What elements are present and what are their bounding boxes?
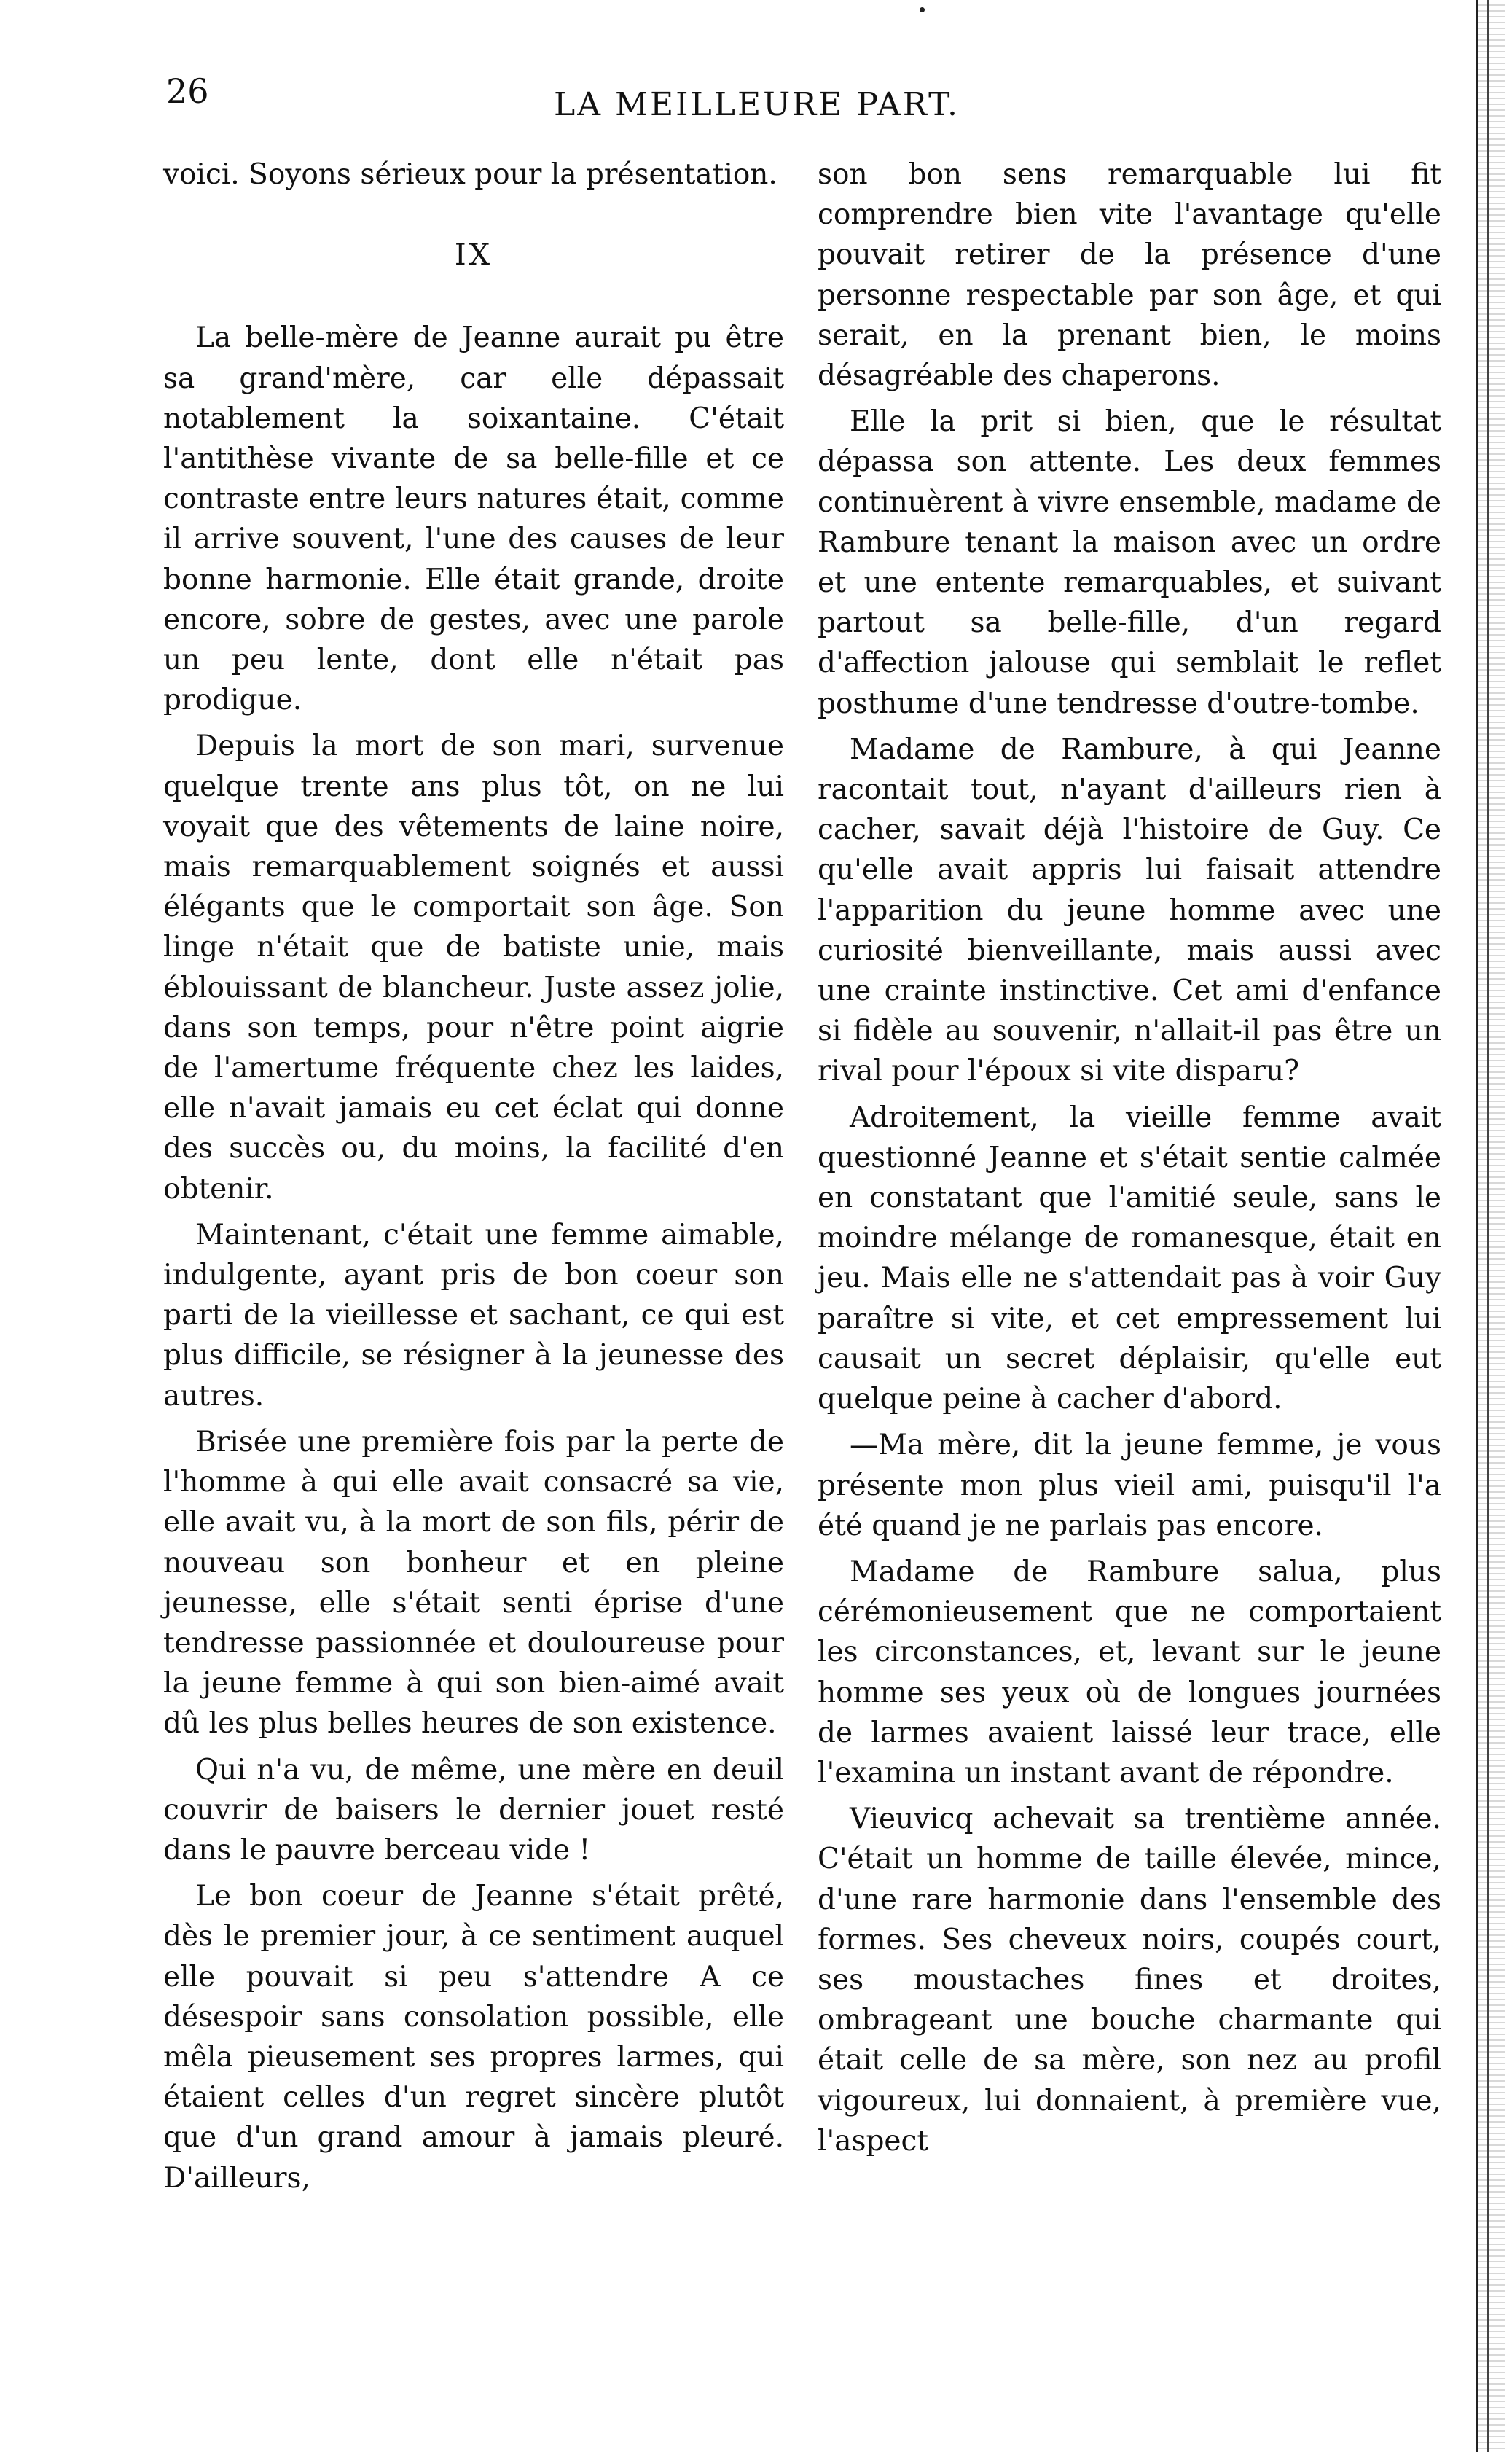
paragraph: Le bon coeur de Jeanne s'était prêté, dès le premier jour, à ce sentiment auquel elle pouvait si peu s'attendre A ce désespoir sans consolation possible, elle mêla pieusement ses propres larmes, qui étaient celles d'un regret sincère plutôt que d'un grand amour à jamais pleuré. D'ailleurs, — [163, 1880, 784, 2195]
page-number: 26 — [166, 71, 209, 111]
scan-speck — [920, 7, 925, 12]
paragraph: Adroitement, la vieille femme avait questionné Jeanne et s'était sentie calmée en constatant que l'amitié seule, sans le moindre mélange de romanesque, était en jeu. Mais elle ne s'attendait pas à voir Guy paraître si vite, et cet empressement lui causait un secret déplaisir, qu'elle eut quelque peine à cacher d'abord. — [818, 1101, 1441, 1416]
paragraph: Vieuvicq achevait sa trentième année. C'était un homme de taille élevée, mince, d'une rare harmonie dans l'ensemble des formes. Ses cheveux noirs, coupés court, ses moustaches fines et droites, ombrageant une bouche charmante qui était celle de sa mère, son nez au profil vigoureux, lui donnaient, à première vue, l'aspect — [818, 1803, 1441, 2158]
paragraph: La belle-mère de Jeanne aurait pu être sa grand'mère, car elle dépassait notablement la soixantaine. C'était l'antithèse vivante de sa belle-fille et ce contraste entre leurs natures était, comme il arrive souvent, l'une des causes de leur bonne harmonie. Elle était grande, droite encore, sobre de gestes, avec une parole un peu lente, dont elle n'était pas prodigue. — [163, 321, 784, 717]
paragraph: Madame de Rambure salua, plus cérémonieusement que ne comportaient les circonstances, et, levant sur le jeune homme ses yeux où de longues journées de larmes avaient laissé leur trace, elle l'examina un instant avant de répondre. — [818, 1555, 1441, 1789]
running-title: LA MEILLEURE PART. — [554, 86, 960, 123]
paragraph: —Ma mère, dit la jeune femme, je vous présente mon plus vieil ami, puisqu'il l'a été quand je ne parlais pas encore. — [818, 1429, 1441, 1542]
right-column — [818, 155, 1441, 2161]
paragraph: Elle la prit si bien, que le résultat dépassa son attente. Les deux femmes continuèrent à vivre ensemble, madame de Rambure tenant la maison avec un ordre et une entente remarquables, et suivant partout sa belle-fille, d'un regard d'affection jalouse qui semblait le reflet posthume d'une tendresse d'outre-tombe. — [818, 405, 1441, 720]
section-heading: IX — [454, 238, 493, 273]
left-column — [163, 155, 784, 2198]
paragraph: Depuis la mort de son mari, survenue quelque trente ans plus tôt, on ne lui voyait que des vêtements de laine noire, mais remarquablement soignés et aussi élégants que le comportait son âge. Son linge n'était que de batiste unie, mais éblouissant de blancheur. Juste assez jolie, dans son temps, pour n'être point aigrie de l'amertume fréquente chez les laides, elle n'avait jamais eu cet éclat qui donne des succès ou, du moins, la facilité d'en obtenir. — [163, 730, 784, 1206]
paragraph: Madame de Rambure, à qui Jeanne racontait tout, n'ayant d'ailleurs rien à cacher, savait déjà l'histoire de Guy. Ce qu'elle avait appris lui faisait attendre l'apparition du jeune homme avec une curiosité bienveillante, mais aussi avec une crainte instinctive. Cet ami d'enfance si fidèle au souvenir, n'allait-il pas être un rival pour l'époux si vite disparu? — [818, 733, 1441, 1088]
paragraph: Qui n'a vu, de même, une mère en deuil couvrir de baisers le dernier jouet resté dans le pauvre berceau vide ! — [163, 1753, 784, 1867]
page-binding-edge — [1476, 0, 1505, 2452]
paragraph: Maintenant, c'était une femme aimable, indulgente, ayant pris de bon coeur son parti de la vieillesse et sachant, ce qui est plus difficile, se résigner à la jeunesse des autres. — [163, 1218, 784, 1413]
paragraph: son bon sens remarquable lui fit comprendre bien vite l'avantage qu'elle pouvait retirer de la présence d'une personne respectable par son âge, et qui serait, en la prenant bien, le moins désagréable des chaperons. — [818, 158, 1441, 393]
paragraph: Brisée une première fois par la perte de l'homme à qui elle avait consacré sa vie, elle avait vu, à la mort de son fils, périr de nouveau son bonheur et en pleine jeunesse, elle s'était senti éprise d'une tendresse passionnée et douloureuse pour la jeune femme à qui son bien-aimé avait dû les plus belles heures de son existence. — [163, 1425, 784, 1741]
paragraph: voici. Soyons sérieux pour la présentation. — [163, 158, 777, 191]
